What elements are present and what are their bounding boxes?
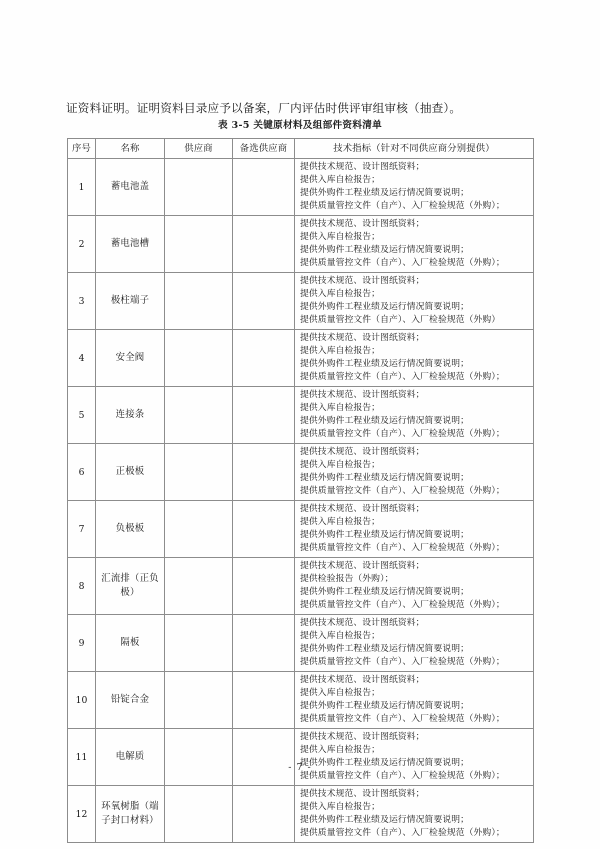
cell-name: 连接条 [96,387,165,444]
key-materials-table [67,138,534,843]
cell-name: 极柱端子 [96,273,165,330]
cell-name: 汇流排（正负极） [96,558,165,615]
tech-line: 提供质量管控文件（自产）、入厂检验规范（外购） [300,315,501,325]
table-header [68,139,534,159]
tech-line: 提供外购件工程业绩及运行情况简要说明； [300,473,470,483]
cell-tech-requirements [295,786,534,843]
cell-tech-requirements [295,444,534,501]
tech-line: 提供外购件工程业绩及运行情况简要说明； [300,302,470,312]
cell-alt-supplier[interactable] [233,729,295,786]
tech-line: 提供质量管控文件（自产）、入厂检验规范（外购）； [300,771,505,781]
cell-name: 铅锭合金 [96,672,165,729]
table-row [68,330,534,387]
table-header-row [68,139,534,159]
tech-line: 提供入库自检报告； [300,460,381,470]
cell-name: 环氧树脂（端子封口材料） [96,786,165,843]
table-body [68,159,534,843]
tech-line: 提供入库自检报告； [300,346,381,356]
tech-line: 提供入库自检报告； [300,745,381,755]
tech-line: 提供入库自检报告； [300,289,381,299]
table-row [68,501,534,558]
table-row [68,615,534,672]
tech-line: 提供质量管控文件（自产）、入厂检验规范（外购）； [300,543,505,553]
cell-name: 隔板 [96,615,165,672]
tech-line: 提供入库自检报告； [300,232,381,242]
cell-name: 正极板 [96,444,165,501]
tech-line: 提供质量管控文件（自产）、入厂检验规范（外购）； [300,486,505,496]
cell-alt-supplier[interactable] [233,273,295,330]
tech-line: 提供技术规范、设计图纸资料； [300,162,425,172]
tech-line: 提供技术规范、设计图纸资料； [300,219,425,229]
tech-line: 提供技术规范、设计图纸资料； [300,789,425,799]
tech-line: 提供外购件工程业绩及运行情况简要说明； [300,587,470,597]
tech-line: 提供技术规范、设计图纸资料； [300,390,425,400]
column-header-supplier: 供应商 [165,139,233,159]
cell-no: 3 [68,273,96,330]
table-row [68,216,534,273]
column-header-tech: 技术指标（针对不同供应商分别提供） [295,139,534,159]
cell-no: 7 [68,501,96,558]
tech-line: 提供外购件工程业绩及运行情况简要说明； [300,815,470,825]
tech-line: 提供技术规范、设计图纸资料； [300,561,425,571]
tech-line: 提供入库自检报告； [300,517,381,527]
tech-line: 提供技术规范、设计图纸资料； [300,276,425,286]
tech-line: 提供质量管控文件（自产）、入厂检验规范（外购）； [300,201,505,211]
tech-line: 提供外购件工程业绩及运行情况简要说明； [300,359,470,369]
cell-tech-requirements [295,273,534,330]
cell-alt-supplier[interactable] [233,387,295,444]
tech-line: 提供检验报告（外购）； [300,574,394,584]
tech-line: 提供质量管控文件（自产）、入厂检验规范（外购）； [300,600,505,610]
cell-tech-requirements [295,672,534,729]
cell-no: 8 [68,558,96,615]
cell-alt-supplier[interactable] [233,444,295,501]
table-row [68,273,534,330]
cell-no: 11 [68,729,96,786]
intro-paragraph: 证资料证明。证明资料目录应予以备案，厂内评估时供评审组审核（抽查）。 [66,100,462,115]
tech-line: 提供外购件工程业绩及运行情况简要说明； [300,644,470,654]
tech-line: 提供技术规范、设计图纸资料； [300,675,425,685]
cell-no: 9 [68,615,96,672]
cell-name: 蓄电池盖 [96,159,165,216]
tech-line: 提供技术规范、设计图纸资料； [300,333,425,343]
cell-alt-supplier[interactable] [233,216,295,273]
tech-line: 提供技术规范、设计图纸资料； [300,504,425,514]
table-row [68,387,534,444]
cell-supplier[interactable] [165,216,233,273]
tech-line: 提供质量管控文件（自产）、入厂检验规范（外购）； [300,828,505,838]
cell-alt-supplier[interactable] [233,558,295,615]
table-row [68,672,534,729]
cell-no: 12 [68,786,96,843]
cell-supplier[interactable] [165,330,233,387]
tech-line: 提供外购件工程业绩及运行情况简要说明； [300,701,470,711]
tech-line: 提供外购件工程业绩及运行情况简要说明； [300,188,470,198]
tech-line: 提供技术规范、设计图纸资料； [300,618,425,628]
column-header-name: 名称 [96,139,165,159]
tech-line: 提供入库自检报告； [300,175,381,185]
tech-line: 提供入库自检报告； [300,802,381,812]
cell-tech-requirements [295,558,534,615]
table-row [68,444,534,501]
tech-line: 提供外购件工程业绩及运行情况简要说明； [300,530,470,540]
cell-tech-requirements [295,387,534,444]
tech-line: 提供质量管控文件（自产）、入厂检验规范（外购）； [300,429,505,439]
cell-supplier[interactable] [165,159,233,216]
table-row [68,729,534,786]
cell-no: 4 [68,330,96,387]
tech-line: 提供质量管控文件（自产）、入厂检验规范（外购）； [300,714,505,724]
cell-tech-requirements [295,615,534,672]
tech-line: 提供外购件工程业绩及运行情况简要说明； [300,758,470,768]
cell-no: 2 [68,216,96,273]
cell-alt-supplier[interactable] [233,615,295,672]
cell-alt-supplier[interactable] [233,501,295,558]
cell-supplier[interactable] [165,615,233,672]
cell-supplier[interactable] [165,387,233,444]
table-row [68,558,534,615]
column-header-alt-supplier: 备选供应商 [233,139,295,159]
tech-line: 提供外购件工程业绩及运行情况简要说明； [300,416,470,426]
tech-line: 提供技术规范、设计图纸资料； [300,447,425,457]
tech-line: 提供质量管控文件（自产）、入厂检验规范（外购）； [300,258,505,268]
cell-tech-requirements [295,501,534,558]
cell-alt-supplier[interactable] [233,330,295,387]
tech-line: 提供入库自检报告； [300,403,381,413]
table-row [68,786,534,843]
cell-tech-requirements [295,729,534,786]
cell-no: 6 [68,444,96,501]
cell-no: 10 [68,672,96,729]
page-number: - 7 - [288,762,312,773]
table-row [68,159,534,216]
cell-name: 安全阀 [96,330,165,387]
tech-line: 提供外购件工程业绩及运行情况简要说明； [300,245,470,255]
cell-supplier[interactable] [165,558,233,615]
cell-name: 电解质 [96,729,165,786]
cell-alt-supplier[interactable] [233,786,295,843]
cell-name: 蓄电池槽 [96,216,165,273]
column-header-no: 序号 [68,139,96,159]
cell-supplier[interactable] [165,672,233,729]
cell-tech-requirements [295,330,534,387]
cell-tech-requirements [295,159,534,216]
cell-no: 1 [68,159,96,216]
cell-supplier[interactable] [165,444,233,501]
tech-line: 提供质量管控文件（自产）、入厂检验规范（外购）； [300,372,505,382]
table-caption: 表 3-5 关键原材料及组部件资料清单 [217,120,383,131]
tech-line: 提供质量管控文件（自产）、入厂检验规范（外购）； [300,657,505,667]
cell-tech-requirements [295,216,534,273]
tech-line: 提供入库自检报告； [300,631,381,641]
cell-supplier[interactable] [165,786,233,843]
cell-alt-supplier[interactable] [233,672,295,729]
cell-supplier[interactable] [165,729,233,786]
cell-supplier[interactable] [165,501,233,558]
cell-alt-supplier[interactable] [233,159,295,216]
tech-line: 提供入库自检报告； [300,688,381,698]
cell-no: 5 [68,387,96,444]
cell-name: 负极板 [96,501,165,558]
cell-supplier[interactable] [165,273,233,330]
tech-line: 提供技术规范、设计图纸资料； [300,732,425,742]
